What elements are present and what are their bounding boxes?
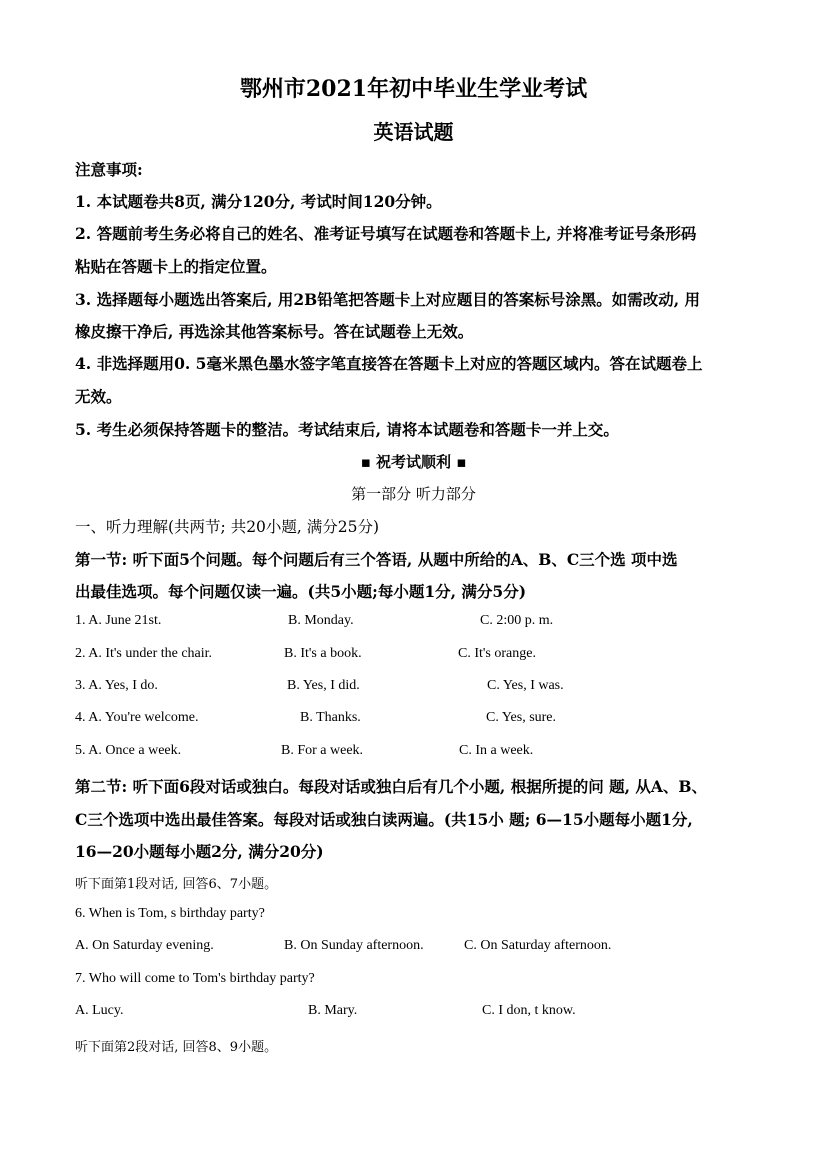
section-one-part-two-line-1: 第二节: 听下面6段对话或独白。每段对话或独白后有几个小题, 根据所提的问 题, 从A、B、: [75, 777, 708, 796]
question-2-option-a: 2. A. It's under the chair.: [75, 646, 213, 661]
note-2-line-2: 粘贴在答题卡上的指定位置。: [75, 257, 277, 276]
dialog-2-instruction: 听下面第2段对话, 回答8、9小题。: [75, 1040, 278, 1055]
note-3-line-2: 橡皮擦干净后, 再选涂其他答案标号。答在试题卷上无效。: [75, 322, 474, 341]
question-7-option-b: B. Mary.: [308, 1003, 358, 1018]
dialog-1-instruction: 听下面第1段对话, 回答6、7小题。: [75, 877, 278, 892]
section-one-part-two-line-3: 16—20小题每小题2分, 满分20分): [75, 842, 324, 861]
question-1-option-c: C. 2:00 p. m.: [480, 613, 554, 628]
note-5: 5. 考生必须保持答题卡的整洁。考试结束后, 请将本试题卷和答题卡一并上交。: [75, 420, 619, 439]
note-3-line-1: 3. 选择题每小题选出答案后, 用2B铅笔把答题卡上对应题目的答案标号涂黑。如需改动, 用: [75, 290, 701, 309]
question-1-option-b: B. Monday.: [288, 613, 354, 628]
question-3-option-b: B. Yes, I did.: [287, 678, 360, 693]
note-4-line-2: 无效。: [75, 387, 122, 406]
section-one-heading: 一、听力理解(共两节; 共20小题, 满分25分): [75, 518, 380, 536]
note-1: 1. 本试题卷共8页, 满分120分, 考试时间120分钟。: [75, 192, 442, 211]
question-7-option-c: C. I don, t know.: [482, 1003, 576, 1018]
section-one-part-two-line-2: C三个选项中选出最佳答案。每段对话或独白读两遍。(共15小 题; 6—15小题每小题1分,: [75, 810, 693, 829]
question-7-option-a: A. Lucy.: [75, 1003, 124, 1018]
question-2-option-c: C. It's orange.: [458, 646, 536, 661]
question-1-option-a: 1. A. June 21st.: [75, 613, 162, 628]
part-one-heading: 第一部分 听力部分: [351, 485, 476, 503]
question-5-option-b: B. For a week.: [281, 743, 364, 758]
question-7-stem: 7. Who will come to Tom's birthday party?: [75, 971, 315, 986]
subject-title: 英语试题: [373, 120, 454, 144]
question-2-option-b: B. It's a book.: [284, 646, 362, 661]
note-2-line-1: 2. 答题前考生务必将自己的姓名、准考证号填写在试题卷和答题卡上, 并将准考证号条形码: [75, 224, 697, 243]
exam-title: 鄂州市2021年初中毕业生学业考试: [239, 76, 588, 102]
note-4-line-1: 4. 非选择题用0. 5毫米黑色墨水签字笔直接答在答题卡上对应的答题区域内。答在试题卷上: [75, 354, 703, 373]
question-3-option-a: 3. A. Yes, I do.: [75, 678, 158, 693]
question-4-option-a: 4. A. You're welcome.: [75, 710, 199, 725]
notes-heading: 注意事项:: [75, 160, 143, 179]
section-one-part-one-line-1: 第一节: 听下面5个问题。每个问题后有三个答语, 从题中所给的A、B、C三个选 项中选: [75, 550, 678, 569]
question-3-option-c: C. Yes, I was.: [487, 678, 564, 693]
question-4-option-b: B. Thanks.: [300, 710, 361, 725]
question-6-stem: 6. When is Tom, s birthday party?: [75, 906, 265, 921]
question-4-option-c: C. Yes, sure.: [486, 710, 557, 725]
question-6-option-a: A. On Saturday evening.: [75, 938, 214, 953]
section-one-part-one-line-2: 出最佳选项。每个问题仅读一遍。(共5小题;每小题1分, 满分5分): [75, 582, 527, 601]
question-5-option-a: 5. A. Once a week.: [75, 743, 182, 758]
question-6-option-b: B. On Sunday afternoon.: [284, 938, 424, 953]
question-6-option-c: C. On Saturday afternoon.: [464, 938, 612, 953]
good-luck-line: ▪ 祝考试顺利 ▪: [360, 453, 467, 471]
question-5-option-c: C. In a week.: [459, 743, 534, 758]
